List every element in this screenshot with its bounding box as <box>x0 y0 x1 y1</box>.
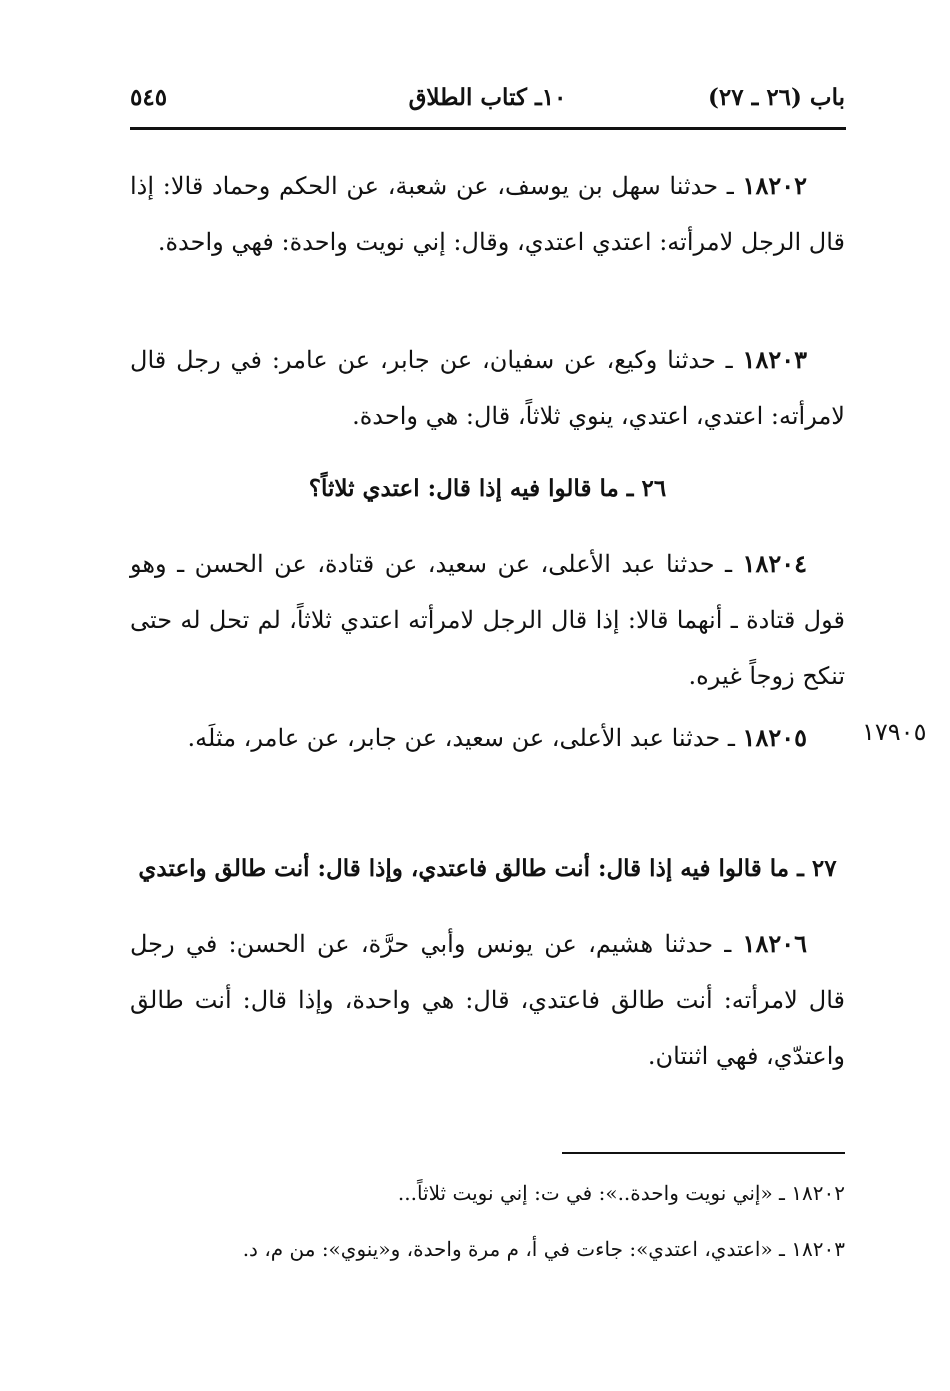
entry-18205 <box>130 710 845 766</box>
margin-reference: ١٧٩٠٥ <box>862 718 927 746</box>
chapter-range: باب (٢٦ ـ ٢٧) <box>707 84 845 111</box>
footnote-18203: ١٨٢٠٣ ـ «اعتدي، اعتدي»: جاءت في أ، م مرة واحدة، و«ينوي»: من م، د. <box>242 1237 845 1261</box>
entry-number: ١٨٢٠٥ <box>742 723 807 752</box>
section-heading-26: ٢٦ ـ ما قالوا فيه إذا قال: اعتدي ثلاثاً؟ <box>308 475 667 502</box>
entry-18203 <box>130 332 845 444</box>
footnote-rule <box>562 1152 845 1154</box>
entry-number: ١٨٢٠٢ <box>742 171 807 200</box>
entry-number: ١٨٢٠٣ <box>742 345 807 374</box>
entry-number: ١٨٢٠٤ <box>742 549 807 578</box>
entry-18202 <box>130 158 845 270</box>
entry-text: ـ حدثنا وكيع، عن سفيان، عن جابر، عن عامر: في رجل قال لامرأته: اعتدي، اعتدي، ينوي ثلاثاً، قال: هي واحدة. <box>130 346 845 430</box>
footnote-18202: ١٨٢٠٢ ـ «إني نويت واحدة..»: في ت: إني نويت ثلاثاً... <box>397 1181 845 1205</box>
page-number: ٥٤٥ <box>130 84 168 111</box>
section-heading-27: ٢٧ ـ ما قالوا فيه إذا قال: أنت طالق فاعتدي، وإذا قال: أنت طالق واعتدي <box>138 855 837 882</box>
entry-text: ـ حدثنا سهل بن يوسف، عن شعبة، عن الحكم وحماد قالا: إذا قال الرجل لامرأته: اعتدي اعتدي، وقال: إني نويت واحدة: فهي واحدة. <box>130 172 845 256</box>
book-title: ١٠ـ كتاب الطلاق <box>408 84 567 111</box>
entry-text: ـ حدثنا هشيم، عن يونس وأبي حرَّة، عن الحسن: في رجل قال لامرأته: أنت طالق فاعتدي، قال: هي واحدة، وإذا قال: أنت طالق واعتدّي، فهي اثنتان. <box>130 930 845 1070</box>
entry-18204 <box>130 536 845 704</box>
header-rule <box>130 127 846 130</box>
entry-text: ـ حدثنا عبد الأعلى، عن سعيد، عن قتادة، عن الحسن ـ وهو قول قتادة ـ أنهما قالا: إذا قال الرجل لامرأته اعتدي ثلاثاً، لم تحل له حتى تنكح زوجاً غيره. <box>130 550 845 690</box>
entry-number: ١٨٢٠٦ <box>742 929 807 958</box>
entry-18206 <box>130 916 845 1084</box>
entry-text: ـ حدثنا عبد الأعلى، عن سعيد، عن جابر، عن عامر، مثلَه. <box>187 724 743 752</box>
page-header <box>130 80 845 120</box>
